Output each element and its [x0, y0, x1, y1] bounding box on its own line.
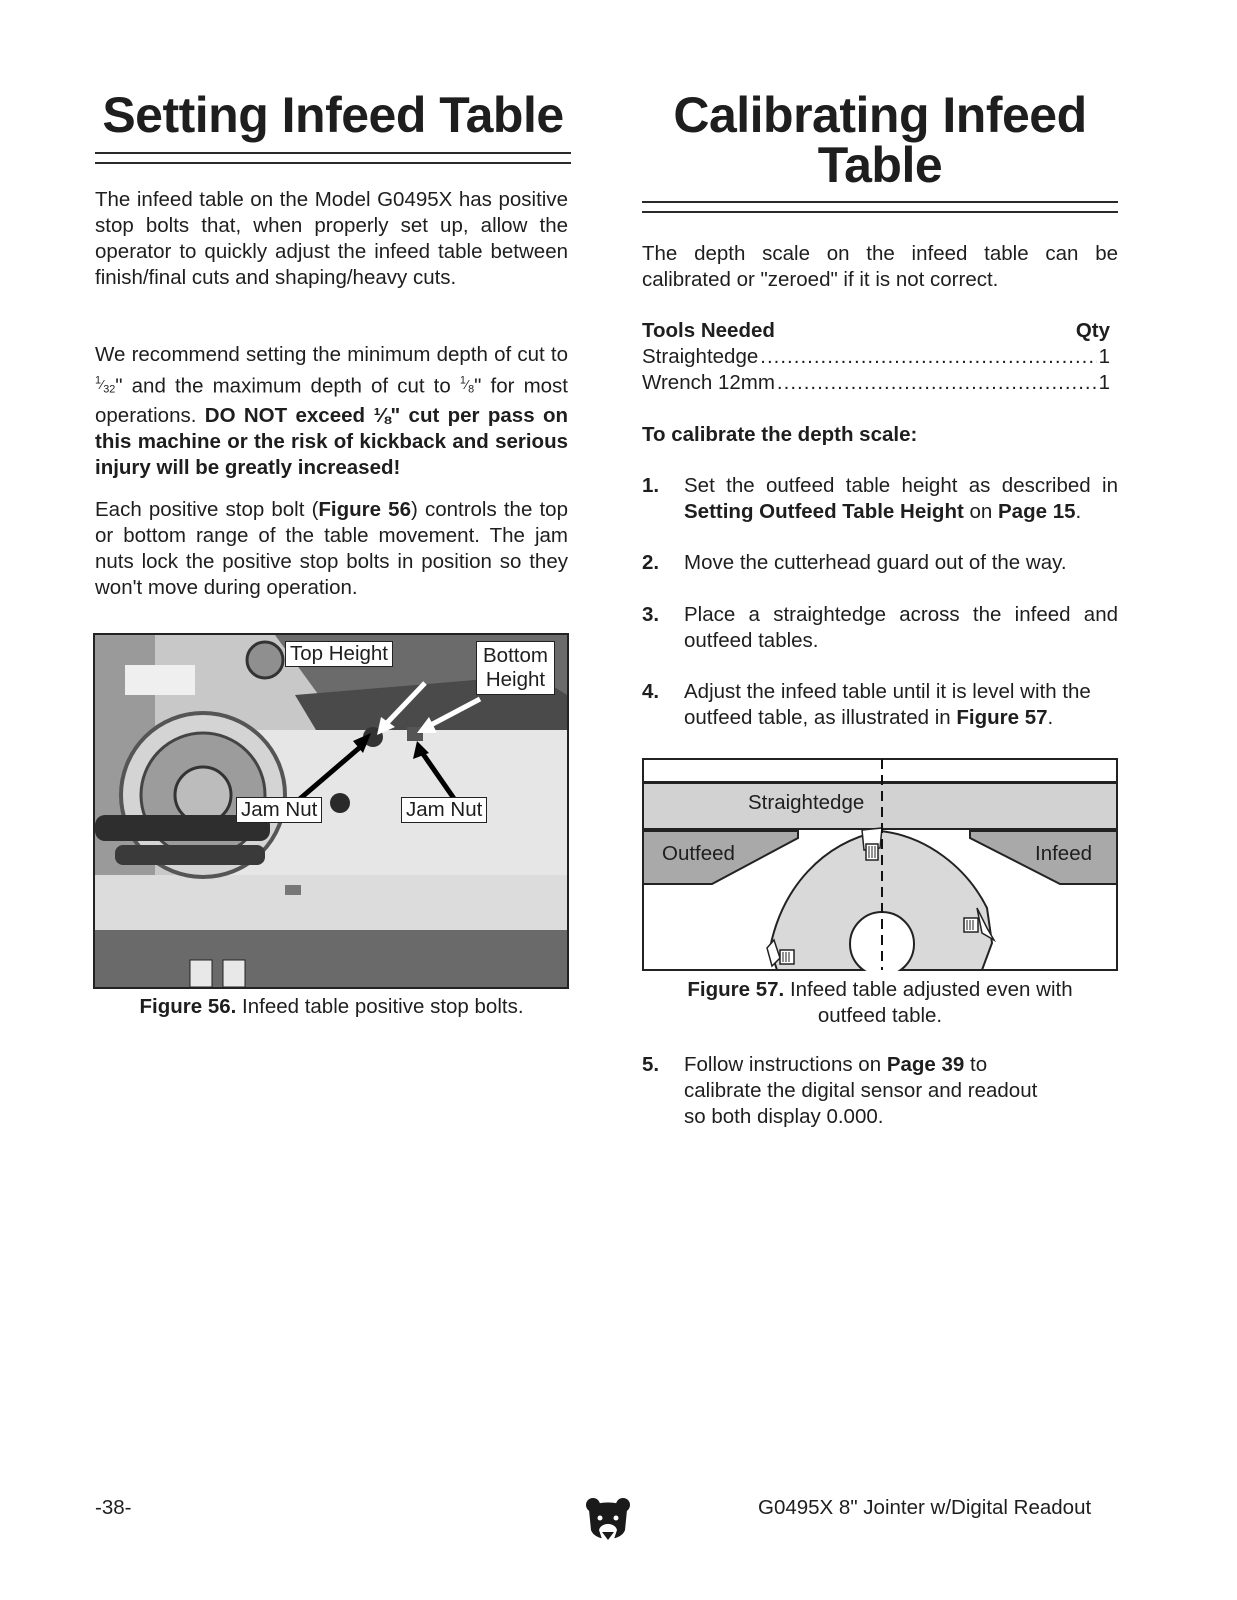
procedure-heading-text: To calibrate the depth scale: [642, 423, 918, 446]
label-bottom-height [476, 641, 555, 695]
bear-logo-icon [585, 1496, 631, 1550]
procedure-heading [642, 422, 917, 448]
calibration-intro: The depth scale on the infeed table can be calibrated or "zeroed" if it is not correct. [642, 242, 1118, 291]
tool-qty: 1 [1098, 371, 1110, 394]
step-5 [642, 1052, 1062, 1130]
caption-text: outfeed table. [817, 1004, 943, 1027]
figure-57-diagram [642, 758, 1118, 971]
figure-56-caption [95, 994, 568, 1020]
label-bottom-line1: Bottom [483, 644, 548, 667]
figure-57-reference: Figure 57 [956, 706, 1048, 729]
caption-label: Figure 56. [139, 995, 237, 1018]
tool-item [642, 370, 1110, 396]
text-run: . [1075, 500, 1082, 523]
title-rule [95, 152, 571, 164]
leader-dots [777, 370, 1097, 396]
leader-dots [760, 344, 1096, 370]
step-number: 4. [642, 680, 660, 703]
step-2 [642, 550, 1118, 576]
title-line-2: Table [817, 137, 943, 193]
step-text [684, 679, 1118, 731]
frac-den: 32 [103, 383, 116, 396]
caption-text: Infeed table positive stop bolts. [236, 995, 524, 1018]
figure-56-reference: Figure 56 [318, 498, 411, 521]
frac-num: 1 [95, 375, 102, 387]
caption-text: Infeed table adjusted even with [784, 978, 1073, 1001]
depth-recommendation-paragraph [95, 342, 568, 481]
text-run: Adjust the infeed table until it is level with the outfeed table, as illustrated in [684, 680, 1091, 729]
step-1 [642, 473, 1118, 525]
tools-header-qty: Qty [1075, 319, 1110, 342]
section-title-setting-infeed: Setting Infeed Table [102, 87, 564, 143]
step-number: 2. [642, 551, 660, 574]
intro-paragraph: The infeed table on the Model G0495X has positive stop bolts that, when properly set up, allow the operator to quickly adjust the infeed table between finish/final cuts and shaping/heavy cuts. [95, 188, 568, 289]
step-number: 5. [642, 1053, 660, 1076]
page-reference: Page 15 [998, 500, 1076, 523]
section-title-calibrating [642, 87, 1118, 193]
caption-label: Figure 57. [687, 978, 785, 1001]
figure-57-caption [642, 977, 1118, 1029]
text-run: to calibrate the digital sensor and readout so both display 0.000. [684, 1053, 1038, 1128]
text-run: on [963, 500, 998, 523]
step-text [684, 473, 1118, 525]
page-reference: Page 39 [886, 1053, 965, 1076]
tool-name: Wrench 12mm [642, 371, 775, 394]
step-text: Move the cutterhead guard out of the way. [684, 551, 1067, 574]
text-run: . [1047, 706, 1054, 729]
kickback-warning: DO NOT exceed ⅛" cut per pass on this machine or the risk of kickback and serious injury will be greatly increased! [95, 403, 569, 479]
label-infeed: Infeed [1035, 842, 1092, 865]
label-straightedge: Straightedge [748, 791, 865, 814]
step-number: 1. [642, 474, 660, 497]
text-run: Each positive stop bolt ( [95, 498, 319, 521]
frac-num: 1 [459, 375, 466, 387]
text-run: Set the outfeed table height as described in [684, 474, 1118, 497]
page-number: -38- [95, 1496, 132, 1519]
label-jam-nut-right: Jam Nut [401, 797, 487, 823]
manual-title: G0495X 8" Jointer w/Digital Readout [758, 1496, 1092, 1519]
label-top-height: Top Height [285, 641, 393, 667]
text-run: " and the maximum depth of cut to [115, 374, 460, 398]
fraction-1-8: $^1⁄_8$ [459, 375, 475, 396]
title-rule [642, 201, 1118, 213]
text-run: Follow instructions on [684, 1053, 887, 1076]
tools-header [642, 318, 1110, 344]
label-jam-nut-left: Jam Nut [236, 797, 322, 823]
step-3 [642, 602, 1118, 654]
tool-item [642, 344, 1110, 370]
text-run: " for most operations. [95, 374, 568, 427]
label-bottom-line2: Height [485, 668, 546, 691]
section-reference: Setting Outfeed Table Height [684, 500, 964, 523]
step-text: Place a straightedge across the infeed and outfeed tables. [684, 603, 1118, 652]
tools-header-name: Tools Needed [642, 319, 775, 342]
text-run: ) controls the top or bottom range of the table movement. The jam nuts lock the positive stop bolts in position so they won't move during operation. [95, 498, 568, 599]
label-outfeed: Outfeed [662, 842, 735, 865]
tools-needed-list [642, 318, 1110, 396]
tool-qty: 1 [1098, 345, 1110, 368]
figure-56-photo [93, 633, 569, 989]
fraction-1-32: $^1⁄_{32}$ [95, 375, 116, 396]
frac-den: 8 [468, 383, 475, 396]
step-4 [642, 679, 1118, 731]
stop-bolt-paragraph [95, 497, 568, 601]
title-line-1: Calibrating Infeed [673, 87, 1087, 143]
step-number: 3. [642, 603, 660, 626]
text-run: We recommend setting the minimum depth of cut to [95, 343, 568, 366]
tool-name: Straightedge [642, 345, 759, 368]
step-text [684, 1052, 1062, 1130]
